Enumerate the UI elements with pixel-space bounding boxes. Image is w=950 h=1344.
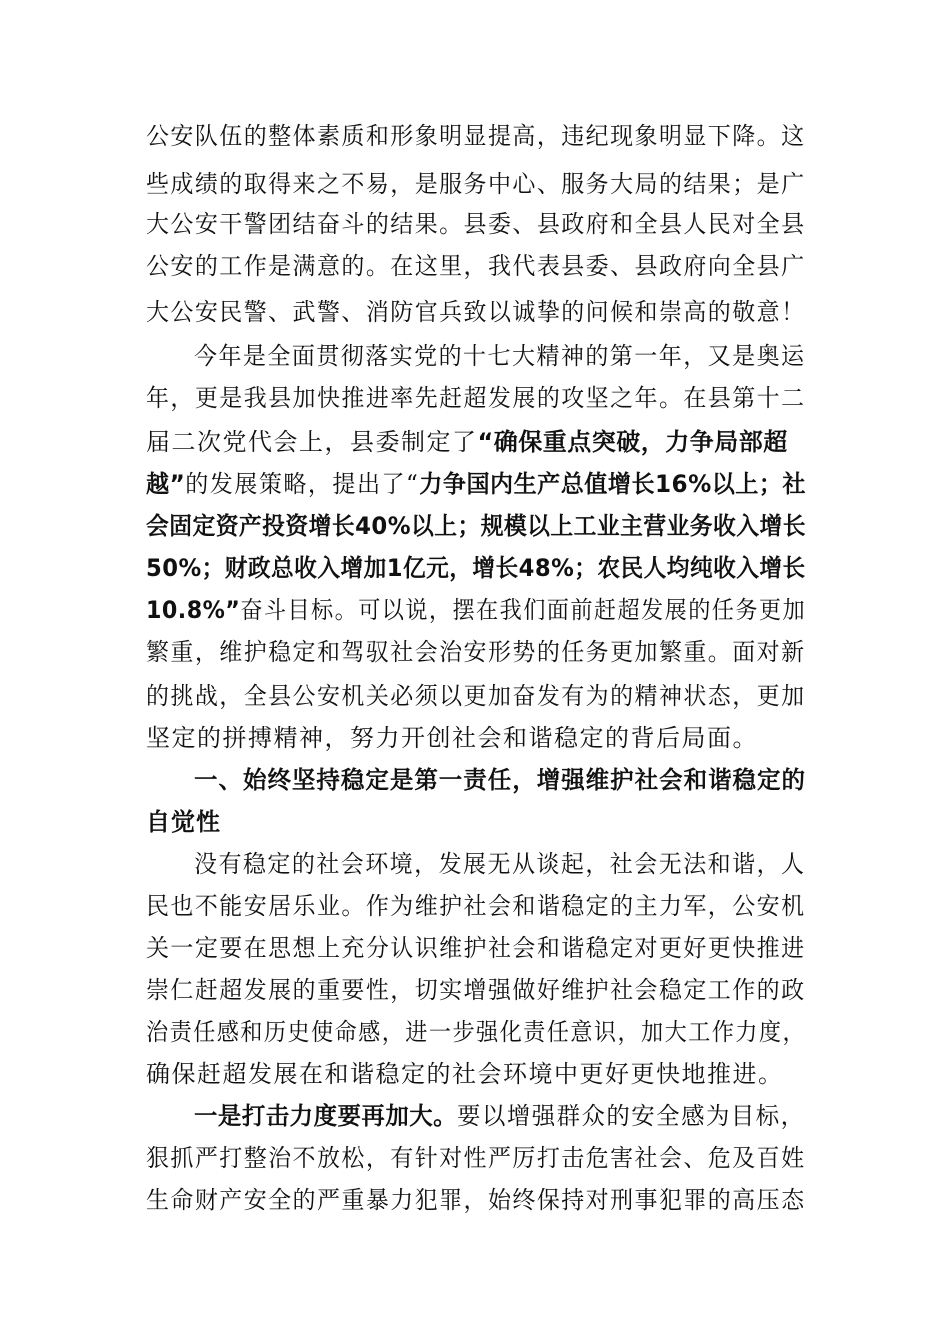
bold-text-segment: “确保重点突破，力争局部超 bbox=[477, 428, 788, 456]
text-line bbox=[146, 172, 806, 202]
text-line bbox=[146, 1020, 806, 1050]
text-line bbox=[146, 598, 806, 628]
bold-text-segment: 一是打击力度要再加大。 bbox=[194, 1102, 458, 1130]
text-segment: 奋斗目标。可以说，摆在我们面前赶超发展的任务更加 bbox=[240, 596, 807, 624]
text-segment: 确保赶超发展在和谐稳定的社会环境中更好更快地推进。 bbox=[146, 1060, 784, 1088]
text-segment: 治责任感和历史使命感，进一步强化责任意识，加大工作力度， bbox=[146, 1018, 807, 1046]
text-segment: 大公安民警、武警、消防官兵致以诚挚的问候和崇高的敬意！ bbox=[146, 298, 806, 326]
text-segment: 届二次党代会上，县委制定了 bbox=[146, 428, 478, 456]
section-heading-line bbox=[146, 810, 221, 840]
text-line bbox=[146, 430, 788, 460]
text-segment: 崇仁赶超发展的重要性，切实增强做好维护社会稳定工作的政 bbox=[146, 976, 806, 1004]
bold-text-segment: 10.8%” bbox=[146, 596, 241, 624]
text-segment: 关一定要在思想上充分认识维护社会和谐稳定对更好更快推进 bbox=[146, 934, 806, 962]
text-line bbox=[146, 936, 806, 966]
bold-text-segment: 一、始终坚持稳定是第一责任，增强维护社会和谐稳定的 bbox=[194, 766, 806, 794]
bold-text-segment: 自觉性 bbox=[146, 808, 221, 836]
text-segment: 的挑战，全县公安机关必须以更加奋发有为的精神状态，更加 bbox=[146, 682, 806, 710]
text-segment: 些成绩的取得来之不易，是服务中心、服务大局的结果；是广 bbox=[146, 170, 806, 198]
text-line bbox=[146, 1146, 806, 1176]
text-segment: 要以增强群众的安全感为目标， bbox=[457, 1102, 806, 1130]
text-line bbox=[146, 556, 806, 586]
text-line bbox=[146, 726, 758, 756]
text-line bbox=[146, 894, 806, 924]
text-line bbox=[146, 300, 806, 330]
text-segment: 公安的工作是满意的。在这里，我代表县委、县政府向全县广 bbox=[146, 252, 806, 280]
text-line bbox=[146, 978, 806, 1008]
text-line bbox=[194, 344, 805, 374]
text-line bbox=[146, 212, 806, 242]
bold-text-segment: 越” bbox=[146, 470, 186, 498]
text-line bbox=[146, 124, 806, 154]
text-line bbox=[194, 852, 805, 882]
bold-text-segment: 50%；财政总收入增加1亿元，增长48%；农民人均纯收入增长 bbox=[146, 554, 806, 582]
text-segment: 公安队伍的整体素质和形象明显提高，违纪现象明显下降。这 bbox=[146, 122, 806, 150]
section-heading-line bbox=[194, 768, 806, 798]
text-line bbox=[146, 1062, 784, 1092]
text-segment: 生命财产安全的严重暴力犯罪，始终保持对刑事犯罪的高压态 bbox=[146, 1186, 806, 1214]
text-segment: 坚定的拼搏精神，努力开创社会和谐稳定的背后局面。 bbox=[146, 724, 758, 752]
text-line bbox=[146, 1188, 806, 1218]
text-line bbox=[146, 514, 806, 544]
text-segment: 年，更是我县加快推进率先赶超发展的攻坚之年。在县第十二 bbox=[146, 384, 806, 412]
text-segment: 繁重，维护稳定和驾驭社会治安形势的任务更加繁重。面对新 bbox=[146, 638, 806, 666]
text-segment: 大公安干警团结奋斗的结果。县委、县政府和全县人民对全县 bbox=[146, 210, 806, 238]
text-line bbox=[194, 1104, 806, 1134]
text-segment: 狠抓严打整治不放松，有针对性严厉打击危害社会、危及百姓 bbox=[146, 1144, 806, 1172]
bold-text-segment: 力争国内生产总值增长16%以上；社 bbox=[419, 470, 807, 498]
text-line bbox=[146, 472, 806, 502]
text-line bbox=[146, 254, 806, 284]
text-segment: 今年是全面贯彻落实党的十七大精神的第一年，又是奥运 bbox=[194, 342, 806, 370]
text-line bbox=[146, 640, 806, 670]
text-line bbox=[146, 684, 806, 714]
text-line bbox=[146, 386, 806, 416]
text-segment: 民也不能安居乐业。作为维护社会和谐稳定的主力军，公安机 bbox=[146, 892, 806, 920]
text-segment: 没有稳定的社会环境，发展无从谈起，社会无法和谐，人 bbox=[194, 850, 806, 878]
text-segment: 的发展策略，提出了“ bbox=[185, 470, 420, 498]
bold-text-segment: 会固定资产投资增长40%以上；规模以上工业主营业务收入增长 bbox=[146, 512, 806, 540]
